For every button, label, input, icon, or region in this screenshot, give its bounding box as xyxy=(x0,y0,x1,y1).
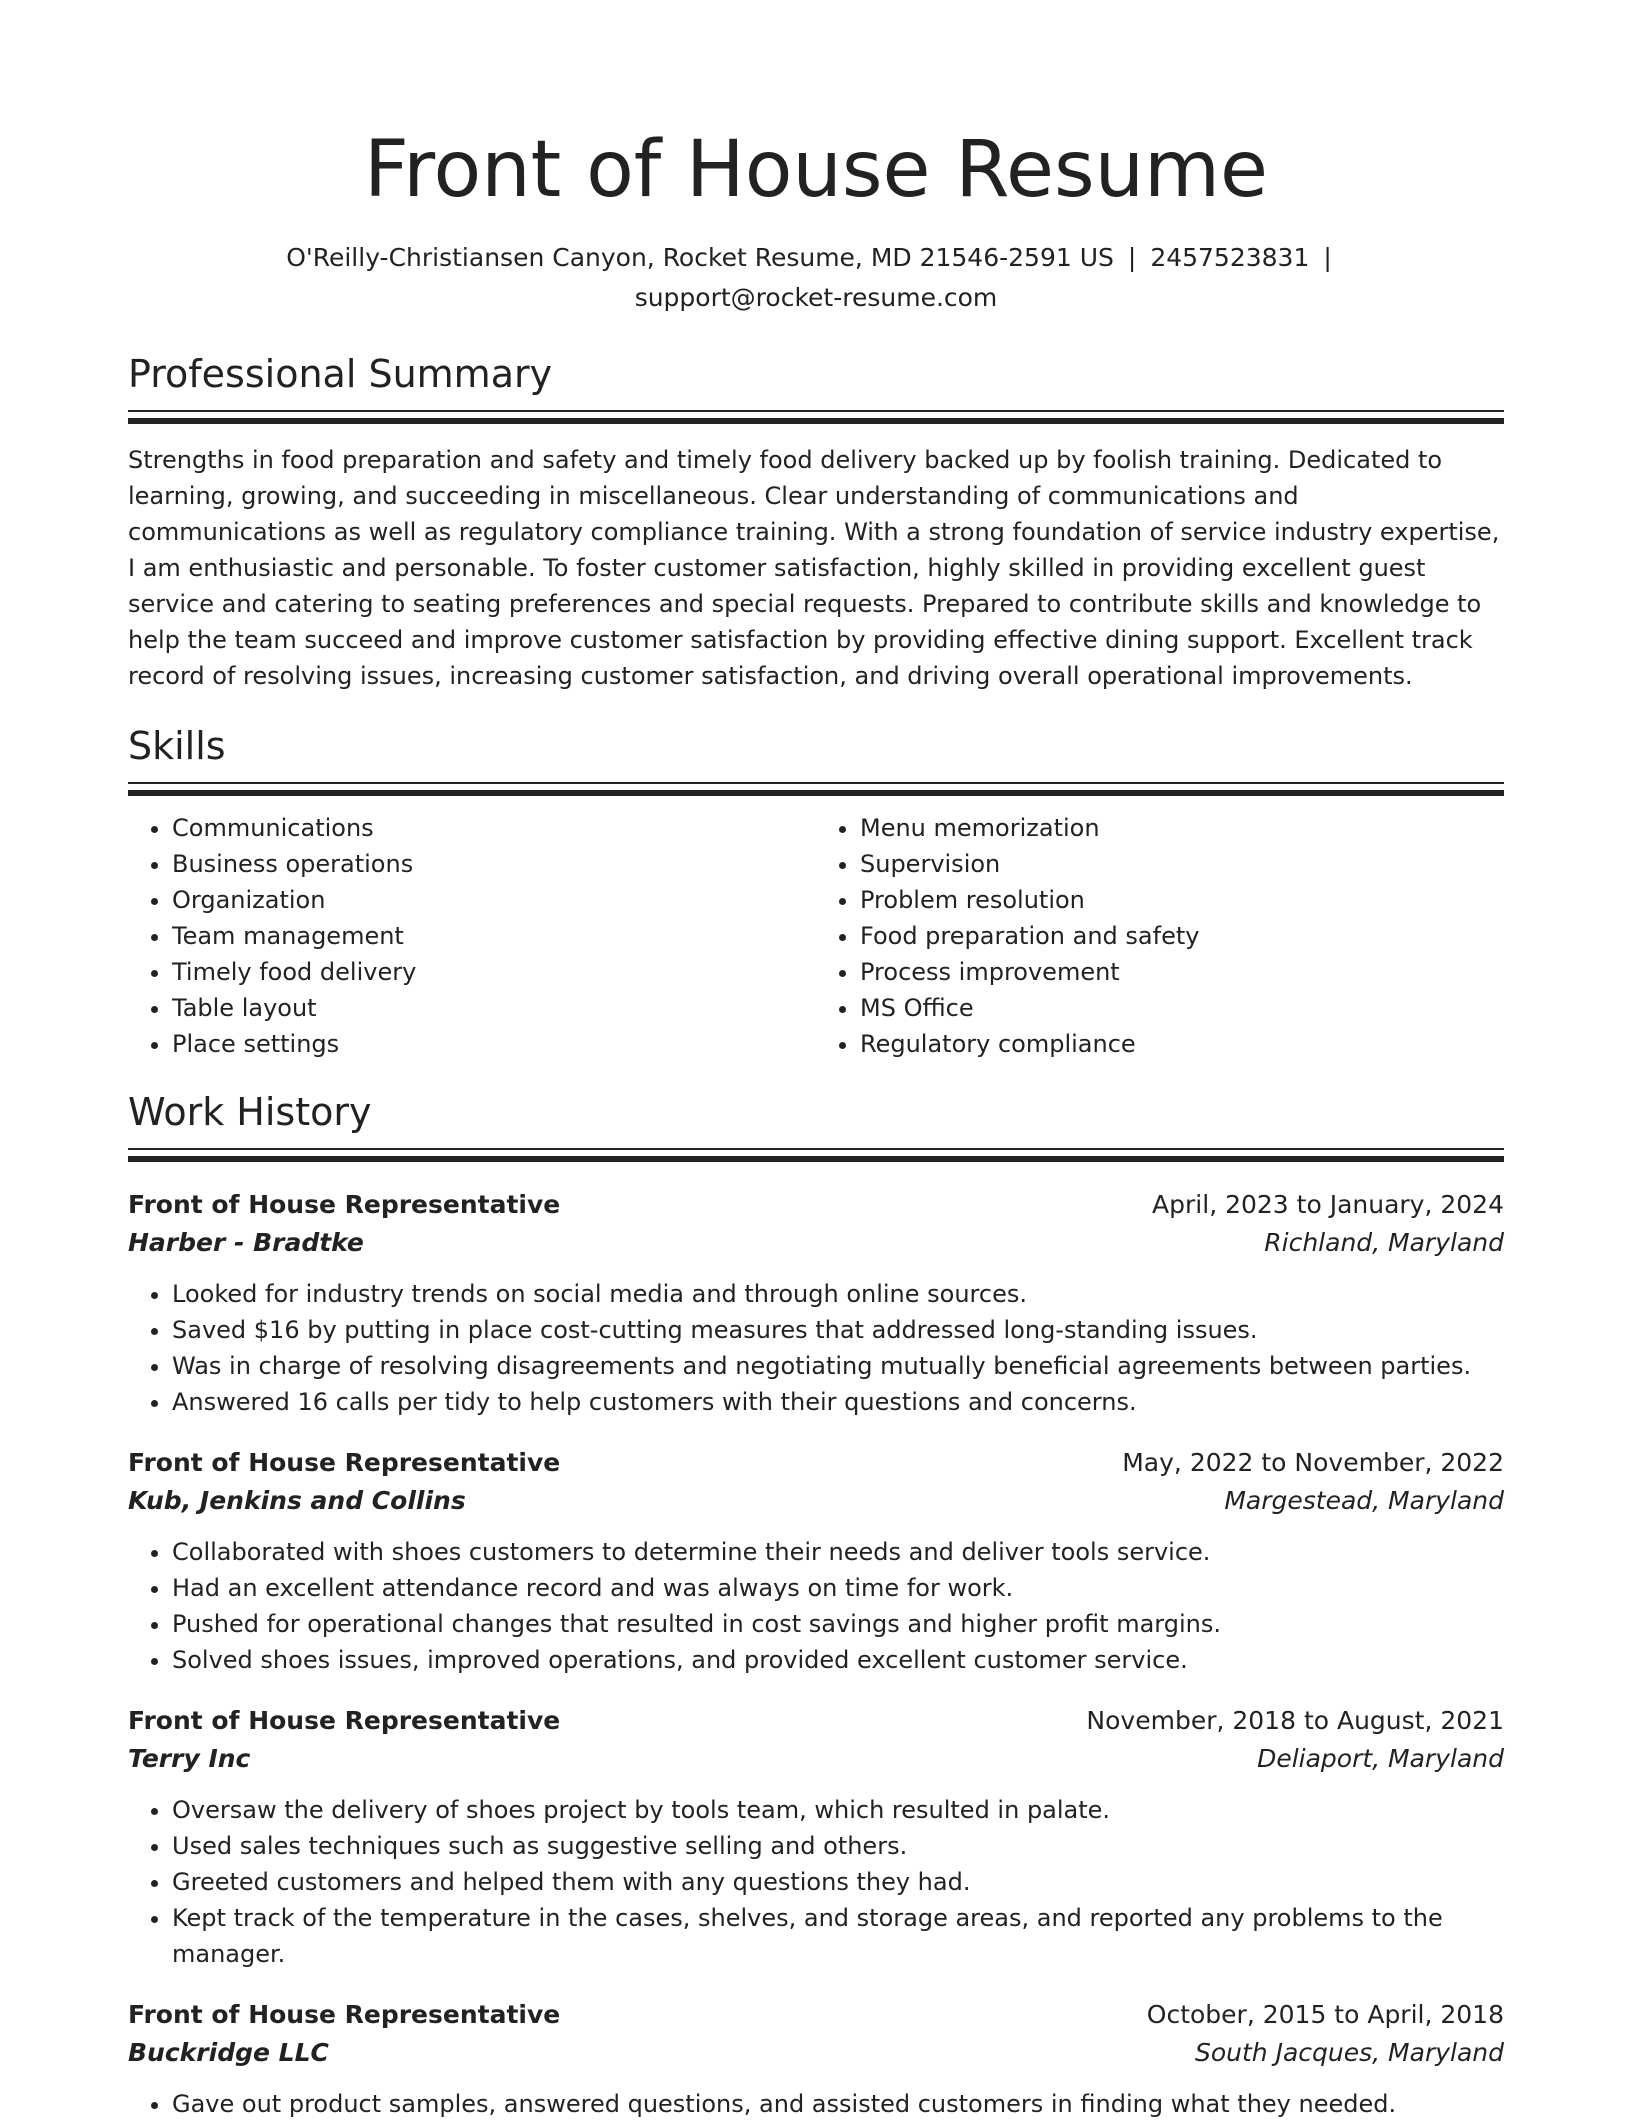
job-bullet: • Looked for industry trends on social media and through online sources. xyxy=(172,1276,1504,1312)
skill-item: • Place settings xyxy=(172,1026,816,1062)
job-bullets xyxy=(128,1792,1504,1972)
skill-item: • Menu memorization xyxy=(860,810,1504,846)
job-company-row xyxy=(128,1224,1504,1262)
section-divider xyxy=(128,410,1504,424)
job-dates: May, 2022 to November, 2022 xyxy=(1122,1448,1504,1477)
work-history-section xyxy=(128,1088,1504,2122)
skill-item: • Process improvement xyxy=(860,954,1504,990)
skill-item: • Business operations xyxy=(172,846,816,882)
job-company: Buckridge LLC xyxy=(128,2038,329,2067)
job-bullets xyxy=(128,2086,1504,2122)
job-bullet: • Greeted customers and helped them with any questions they had. xyxy=(172,1864,1504,1900)
job-company-row xyxy=(128,2034,1504,2072)
job-title: Front of House Representative xyxy=(128,1190,561,1219)
job-bullet: • Gave out product samples, answered questions, and assisted customers in finding what they needed. xyxy=(172,2086,1504,2122)
job-bullet: • Used sales techniques such as suggestive selling and others. xyxy=(172,1828,1504,1864)
skills-list-left xyxy=(128,810,816,1062)
job-dates: April, 2023 to January, 2024 xyxy=(1152,1190,1504,1219)
job-dates: October, 2015 to April, 2018 xyxy=(1146,2000,1504,2029)
job-title: Front of House Representative xyxy=(128,1706,561,1735)
job-company-row xyxy=(128,1482,1504,1520)
skill-item: • Food preparation and safety xyxy=(860,918,1504,954)
contact-phone: 2457523831 xyxy=(1150,243,1310,272)
skill-item: • Organization xyxy=(172,882,816,918)
job-header-row xyxy=(128,1996,1504,2034)
job-bullet: • Collaborated with shoes customers to determine their needs and deliver tools service. xyxy=(172,1534,1504,1570)
job-location: South Jacques, Maryland xyxy=(1195,2038,1504,2067)
contact-separator: | xyxy=(1127,243,1137,272)
job-header-row xyxy=(128,1186,1504,1224)
job-bullet: • Solved shoes issues, improved operations, and provided excellent customer service. xyxy=(172,1642,1504,1678)
job-title: Front of House Representative xyxy=(128,2000,561,2029)
job-bullets xyxy=(128,1276,1504,1420)
contact-info xyxy=(128,238,1504,318)
job-bullet: • Was in charge of resolving disagreements and negotiating mutually beneficial agreements between parties. xyxy=(172,1348,1504,1384)
job-bullet: • Pushed for operational changes that resulted in cost savings and higher profit margins. xyxy=(172,1606,1504,1642)
skill-item: • Regulatory compliance xyxy=(860,1026,1504,1062)
skills-list-right xyxy=(816,810,1504,1062)
job-bullet: • Kept track of the temperature in the cases, shelves, and storage areas, and reported any problems to the manager. xyxy=(172,1900,1504,1972)
summary-text: Strengths in food preparation and safety and timely food delivery backed up by foolish training. Dedicated to learning, growing, and succeeding in miscellaneous. Clear understanding of communications and communications as well as regulatory compliance training. With a strong foundation of service industry expertise, I am enthusiastic and personable. To foster customer satisfaction, highly skilled in providing excellent guest service and catering to seating preferences and special requests. Prepared to contribute skills and knowledge to help the team succeed and improve customer satisfaction by providing effective dining support. Excellent track record of resolving issues, increasing customer satisfaction, and driving overall operational improvements. xyxy=(128,446,1500,690)
job-title: Front of House Representative xyxy=(128,1448,561,1477)
job-bullet: • Oversaw the delivery of shoes project by tools team, which resulted in palate. xyxy=(172,1792,1504,1828)
job-header-row xyxy=(128,1444,1504,1482)
job-company: Terry Inc xyxy=(128,1744,251,1773)
summary-heading: Professional Summary xyxy=(128,352,553,396)
skill-item: • MS Office xyxy=(860,990,1504,1026)
job-location: Deliaport, Maryland xyxy=(1257,1744,1504,1773)
skill-item: • Timely food delivery xyxy=(172,954,816,990)
skill-item: • Supervision xyxy=(860,846,1504,882)
skill-item: • Communications xyxy=(172,810,816,846)
job-company: Harber - Bradtke xyxy=(128,1228,364,1257)
job-location: Richland, Maryland xyxy=(1264,1228,1504,1257)
section-divider xyxy=(128,782,1504,796)
summary-section xyxy=(128,350,1504,694)
job-entry xyxy=(128,1444,1504,1678)
skills-heading: Skills xyxy=(128,724,226,768)
job-bullet: • Saved $16 by putting in place cost-cutting measures that addressed long-standing issues. xyxy=(172,1312,1504,1348)
contact-address: O'Reilly-Christiansen Canyon, Rocket Resume, MD 21546-2591 US xyxy=(286,243,1114,272)
job-entry xyxy=(128,1702,1504,1972)
skill-item: • Table layout xyxy=(172,990,816,1026)
section-divider xyxy=(128,1148,1504,1162)
job-company-row xyxy=(128,1740,1504,1778)
job-company: Kub, Jenkins and Collins xyxy=(128,1486,466,1515)
skills-columns xyxy=(128,810,1504,1062)
job-bullets xyxy=(128,1534,1504,1678)
skills-section xyxy=(128,722,1504,1062)
job-location: Margestead, Maryland xyxy=(1224,1486,1504,1515)
job-entry xyxy=(128,1996,1504,2122)
contact-separator: | xyxy=(1323,243,1332,272)
skill-item: • Problem resolution xyxy=(860,882,1504,918)
job-bullet: • Answered 16 calls per tidy to help customers with their questions and concerns. xyxy=(172,1384,1504,1420)
job-entry xyxy=(128,1186,1504,1420)
job-dates: November, 2018 to August, 2021 xyxy=(1086,1706,1504,1735)
resume-title: Front of House Resume xyxy=(363,125,1268,215)
job-bullet: • Had an excellent attendance record and was always on time for work. xyxy=(172,1570,1504,1606)
job-header-row xyxy=(128,1702,1504,1740)
skill-item: • Team management xyxy=(172,918,816,954)
work-history-heading: Work History xyxy=(128,1090,372,1134)
contact-email[interactable]: support@rocket-resume.com xyxy=(634,283,998,312)
